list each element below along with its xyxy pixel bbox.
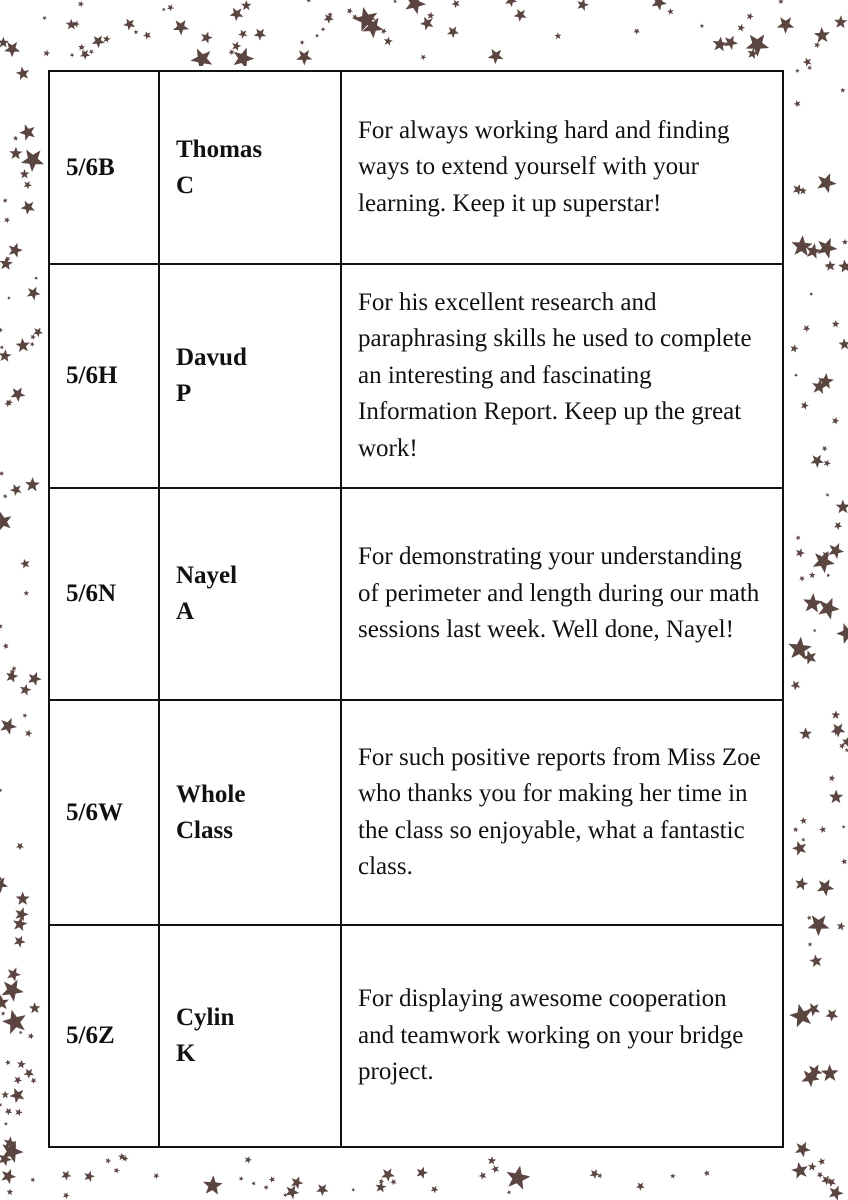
class-cell: 5/6W	[49, 700, 159, 925]
star-icon	[405, 0, 426, 14]
star-icon	[420, 55, 426, 61]
star-icon	[809, 572, 816, 579]
star-icon	[7, 1188, 14, 1195]
class-cell: 5/6H	[49, 264, 159, 488]
star-icon	[795, 535, 800, 540]
star-icon	[21, 201, 35, 215]
star-icon	[803, 58, 812, 67]
star-icon	[27, 287, 41, 301]
star-icon	[814, 42, 820, 49]
star-icon	[0, 718, 17, 735]
star-icon	[795, 1142, 811, 1158]
star-icon	[795, 68, 800, 73]
star-icon	[0, 995, 9, 1010]
star-icon	[837, 922, 846, 931]
star-icon	[0, 345, 4, 350]
star-icon	[427, 12, 435, 20]
star-icon	[15, 1109, 23, 1117]
star-icon	[793, 184, 804, 195]
star-icon	[507, 1190, 511, 1195]
star-icon	[838, 259, 848, 272]
star-icon	[488, 1156, 497, 1164]
star-icon	[713, 37, 728, 52]
star-icon	[810, 455, 824, 468]
star-icon	[808, 1162, 817, 1171]
student-first-name: Whole	[176, 780, 246, 808]
star-icon	[20, 559, 29, 569]
star-icon	[479, 1172, 487, 1180]
star-icon	[16, 892, 30, 905]
star-icon	[13, 136, 18, 141]
star-icon	[11, 666, 16, 671]
star-icon	[825, 493, 829, 497]
star-icon	[16, 843, 24, 851]
class-cell: 5/6N	[49, 488, 159, 700]
star-icon	[822, 446, 828, 452]
star-icon	[825, 260, 836, 271]
star-icon	[1, 1011, 6, 1016]
star-icon	[106, 1158, 112, 1164]
star-icon	[790, 344, 798, 352]
star-icon	[836, 623, 848, 644]
star-icon	[23, 713, 28, 718]
star-icon	[31, 1177, 36, 1182]
star-icon	[20, 684, 31, 696]
star-icon	[31, 334, 36, 340]
star-icon	[324, 14, 334, 24]
star-icon	[417, 1167, 428, 1179]
star-icon	[7, 967, 21, 981]
star-icon	[143, 31, 151, 39]
star-icon	[20, 169, 30, 178]
star-icon	[836, 500, 848, 514]
star-icon	[842, 239, 848, 245]
star-icon	[514, 9, 527, 22]
star-icon	[807, 65, 812, 70]
star-icon	[818, 598, 839, 620]
star-icon	[799, 727, 812, 739]
star-icon	[232, 41, 241, 51]
star-icon	[173, 20, 189, 36]
star-icon	[799, 576, 805, 582]
star-icon	[819, 826, 826, 833]
student-first-name: Thomas	[176, 135, 263, 163]
star-icon	[1, 1091, 9, 1099]
student-last-initial: K	[176, 1040, 196, 1067]
star-icon	[347, 8, 353, 14]
star-icon	[3, 494, 8, 499]
star-icon	[43, 16, 48, 20]
star-icon	[667, 8, 674, 15]
table-row	[49, 264, 783, 488]
star-icon	[807, 915, 812, 920]
star-icon	[315, 34, 319, 38]
star-icon	[78, 44, 85, 51]
star-icon	[793, 827, 799, 833]
star-icon	[796, 548, 805, 557]
star-icon	[554, 32, 561, 39]
star-icon	[800, 817, 807, 824]
star-icon	[825, 1009, 838, 1021]
star-icon	[840, 88, 845, 93]
star-icon	[21, 150, 44, 172]
star-icon	[2, 1010, 26, 1035]
star-icon	[791, 1162, 808, 1179]
star-icon	[0, 1103, 2, 1108]
star-icon	[5, 1108, 13, 1116]
star-icon	[817, 879, 834, 896]
star-icon	[7, 296, 11, 300]
star-icon	[239, 1176, 244, 1181]
table-row	[49, 71, 783, 264]
star-icon	[16, 67, 29, 80]
star-icon	[34, 276, 38, 280]
star-icon	[806, 1003, 820, 1017]
star-icon	[33, 328, 43, 338]
star-icon	[832, 417, 839, 425]
star-icon	[263, 1185, 268, 1190]
star-icon	[13, 917, 28, 932]
student-name-cell	[159, 264, 341, 488]
star-icon	[829, 1186, 844, 1200]
star-icon	[447, 27, 459, 39]
star-icon	[801, 401, 809, 409]
student-last-initial: C	[176, 171, 195, 199]
star-icon	[817, 238, 837, 259]
star-icon	[832, 710, 841, 719]
star-icon	[817, 173, 837, 193]
star-icon	[809, 954, 822, 967]
award-reason-cell: For displaying awesome cooperation and teamwork working on your bridge project.	[341, 925, 783, 1147]
star-icon	[507, 1166, 531, 1190]
table-row	[49, 925, 783, 1147]
star-icon	[792, 841, 806, 856]
star-icon	[505, 0, 517, 7]
award-reason-cell: For always working hard and finding ways to extend yourself with your learning. Keep it up superstar!	[341, 71, 783, 264]
star-icon	[834, 15, 847, 28]
student-last-initial: P	[176, 380, 192, 407]
star-icon	[452, 0, 460, 8]
star-icon	[123, 19, 135, 31]
star-icon	[829, 790, 843, 804]
star-icon	[321, 27, 326, 32]
star-icon	[390, 1179, 396, 1185]
star-icon	[245, 1156, 252, 1164]
award-reason-cell: For such positive reports from Miss Zoe who thanks you for making her time in the class so enjoyable, what a fantastic class.	[341, 700, 783, 925]
table-row	[49, 700, 783, 925]
star-icon	[813, 629, 817, 633]
student-first-name: Cylin	[176, 1004, 235, 1031]
star-icon	[4, 42, 20, 57]
star-icon	[61, 1171, 71, 1181]
star-icon	[747, 13, 754, 20]
student-name-cell	[159, 488, 341, 700]
star-icon	[14, 1076, 22, 1084]
class-cell: 5/6B	[49, 71, 159, 264]
star-icon	[376, 1181, 387, 1192]
star-icon	[24, 181, 32, 189]
star-icon	[4, 1122, 8, 1126]
star-icon	[817, 1172, 824, 1179]
star-icon	[28, 672, 42, 686]
star-icon	[296, 50, 312, 66]
star-icon	[24, 1069, 34, 1079]
star-icon	[791, 681, 801, 691]
star-icon	[19, 1030, 23, 1034]
star-icon	[839, 338, 848, 349]
star-icon	[17, 1060, 26, 1069]
star-icon	[778, 0, 784, 4]
star-icon	[636, 1183, 645, 1191]
student-first-name: Nayel	[176, 562, 238, 589]
star-icon	[0, 623, 3, 629]
star-icon	[291, 1177, 303, 1190]
star-icon	[351, 1188, 355, 1192]
star-icon	[794, 373, 798, 377]
star-icon	[491, 1165, 499, 1173]
star-icon	[203, 1175, 223, 1194]
star-icon	[803, 593, 823, 612]
star-icon	[809, 292, 813, 296]
star-icon	[254, 29, 267, 41]
star-icon	[794, 100, 801, 107]
star-icon	[704, 1170, 710, 1176]
student-last-initial: Class	[176, 816, 233, 844]
star-icon	[9, 147, 22, 160]
student-first-name: Davud	[176, 344, 247, 371]
star-icon	[103, 35, 111, 43]
star-icon	[25, 477, 40, 491]
star-icon	[795, 877, 808, 890]
star-icon	[316, 1184, 329, 1196]
star-icon	[821, 1064, 839, 1081]
star-icon	[3, 643, 9, 649]
star-icon	[789, 1004, 812, 1028]
star-icon	[230, 8, 244, 22]
star-icon	[114, 1167, 120, 1173]
star-icon	[634, 29, 640, 35]
star-icon	[167, 4, 174, 11]
star-icon	[384, 37, 393, 46]
star-icon	[6, 670, 18, 683]
star-icon	[70, 53, 75, 58]
star-icon	[92, 36, 105, 49]
star-icon	[801, 838, 805, 842]
star-icon	[818, 1158, 825, 1166]
star-icon	[30, 1078, 36, 1084]
star-icon	[841, 858, 847, 864]
star-icon	[9, 243, 23, 258]
star-icon	[153, 1173, 159, 1179]
star-icon	[777, 17, 795, 34]
star-icon	[808, 915, 830, 936]
star-icon	[808, 942, 813, 947]
star-icon	[0, 471, 4, 476]
class-cell: 5/6Z	[49, 925, 159, 1147]
star-icon	[834, 522, 842, 530]
star-icon	[10, 484, 22, 496]
star-icon	[300, 40, 305, 45]
star-icon	[0, 37, 9, 48]
star-icon	[25, 730, 32, 738]
star-icon	[0, 788, 2, 792]
star-icon	[269, 1176, 275, 1183]
award-reason-cell: For his excellent research and paraphrasing skills he used to complete an interesting and fascinating Information Report. Keep up the great work!	[341, 264, 783, 488]
star-icon	[89, 50, 94, 55]
student-name-cell	[159, 925, 341, 1147]
star-icon	[63, 1192, 70, 1199]
star-icon	[134, 30, 139, 35]
star-icon	[14, 936, 26, 948]
star-icon	[201, 32, 213, 44]
star-icon	[306, 0, 311, 3]
star-icon	[814, 27, 830, 43]
student-last-initial: A	[176, 598, 195, 625]
star-icon	[577, 0, 589, 11]
student-name-cell	[159, 700, 341, 925]
star-icon	[44, 50, 51, 57]
star-icon	[738, 24, 746, 32]
star-icon	[832, 320, 840, 328]
star-icon	[828, 543, 844, 559]
star-icon	[228, 49, 234, 55]
star-icon	[238, 30, 247, 39]
star-icon	[431, 1186, 439, 1194]
star-icon	[5, 1060, 11, 1066]
star-icon	[2, 980, 24, 1002]
star-icon	[84, 1171, 95, 1182]
star-icon	[0, 512, 11, 531]
star-icon	[700, 24, 705, 29]
star-icon	[829, 775, 836, 782]
award-reason-cell: For demonstrating your understanding of perimeter and length during our math sessions last week. Well done, Nayel!	[341, 488, 783, 700]
star-icon	[23, 590, 29, 595]
awards-table	[48, 70, 784, 1148]
star-icon	[842, 825, 846, 829]
star-icon	[9, 1088, 24, 1103]
star-icon	[29, 1002, 41, 1013]
star-icon	[1, 1169, 16, 1184]
star-icon	[3, 198, 8, 203]
star-icon	[78, 1, 84, 7]
star-icon	[0, 349, 11, 362]
star-icon	[597, 1173, 602, 1179]
star-icon	[0, 327, 3, 332]
star-icon	[11, 387, 26, 402]
star-icon	[670, 1173, 676, 1178]
star-icon	[393, 0, 397, 3]
star-icon	[251, 1181, 255, 1185]
star-icon	[66, 19, 77, 30]
star-icon	[241, 0, 251, 10]
star-icon	[803, 325, 811, 332]
star-icon	[15, 907, 28, 921]
star-icon	[488, 49, 504, 64]
star-icon	[4, 217, 10, 223]
star-icon	[28, 1033, 34, 1039]
star-icon	[827, 573, 831, 577]
table-row	[49, 488, 783, 700]
star-icon	[824, 460, 831, 468]
student-name-cell	[159, 71, 341, 264]
star-icon	[16, 338, 30, 352]
star-icon	[30, 342, 35, 347]
star-icon	[420, 17, 434, 31]
star-icon	[162, 8, 166, 12]
star-icon	[652, 0, 667, 11]
